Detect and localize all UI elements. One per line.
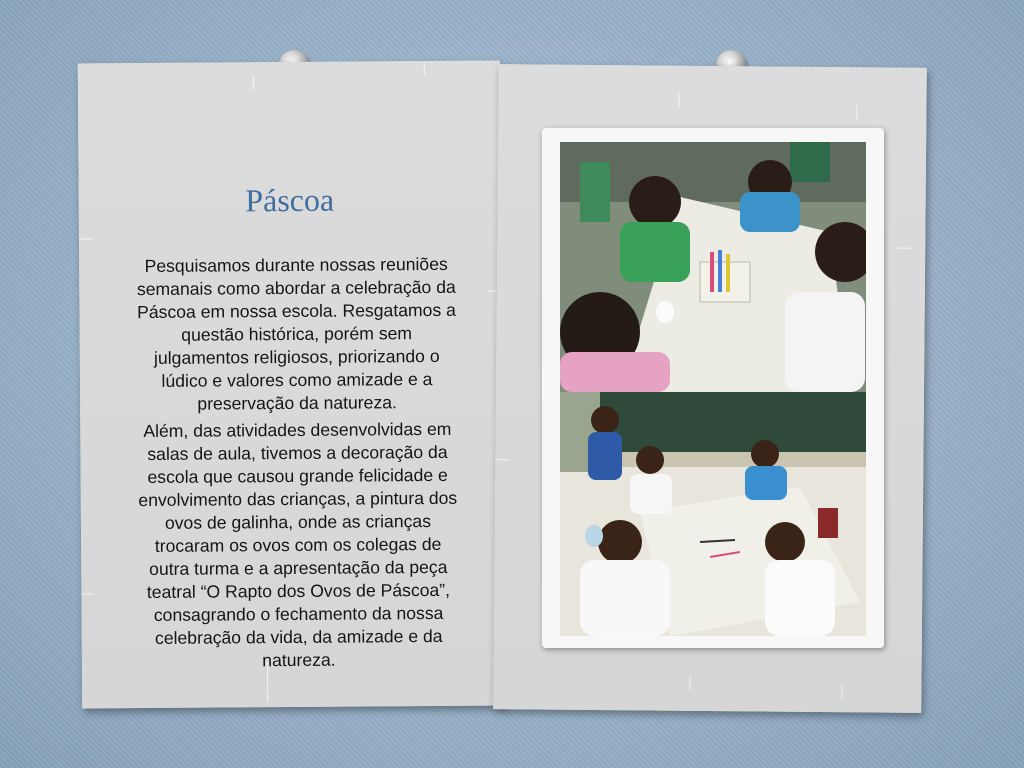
photo-frame bbox=[542, 128, 884, 648]
paragraph-research: Pesquisamos durante nossas reuniões semanais como abordar a celebração da Páscoa em nossa escola. Resgatamos a questão histórica, porém sem julgamentos religiosos, priorizando o lúdico e valores como amizade e a preservação da natureza. bbox=[136, 253, 456, 414]
children-painting-eggs-photo bbox=[560, 142, 866, 392]
page-title: Páscoa bbox=[245, 181, 335, 219]
text-paper-card bbox=[78, 61, 504, 709]
body-text bbox=[131, 253, 464, 677]
children-holding-eggs-photo bbox=[560, 392, 866, 636]
paragraph-activities: Além, das atividades desenvolvidas em salas de aula, tivemos a decoração da escola que causou grande felicidade e envolvimento das crianças, a pintura dos ovos de galinha, onde as crianças trocaram os ovos com os colegas de outra turma e a apresentação da peça teatral “O Rapto dos Ovos de Páscoa”, consagrando o fechamento da nossa celebração da vida, da amizade e da natureza. bbox=[138, 418, 458, 671]
